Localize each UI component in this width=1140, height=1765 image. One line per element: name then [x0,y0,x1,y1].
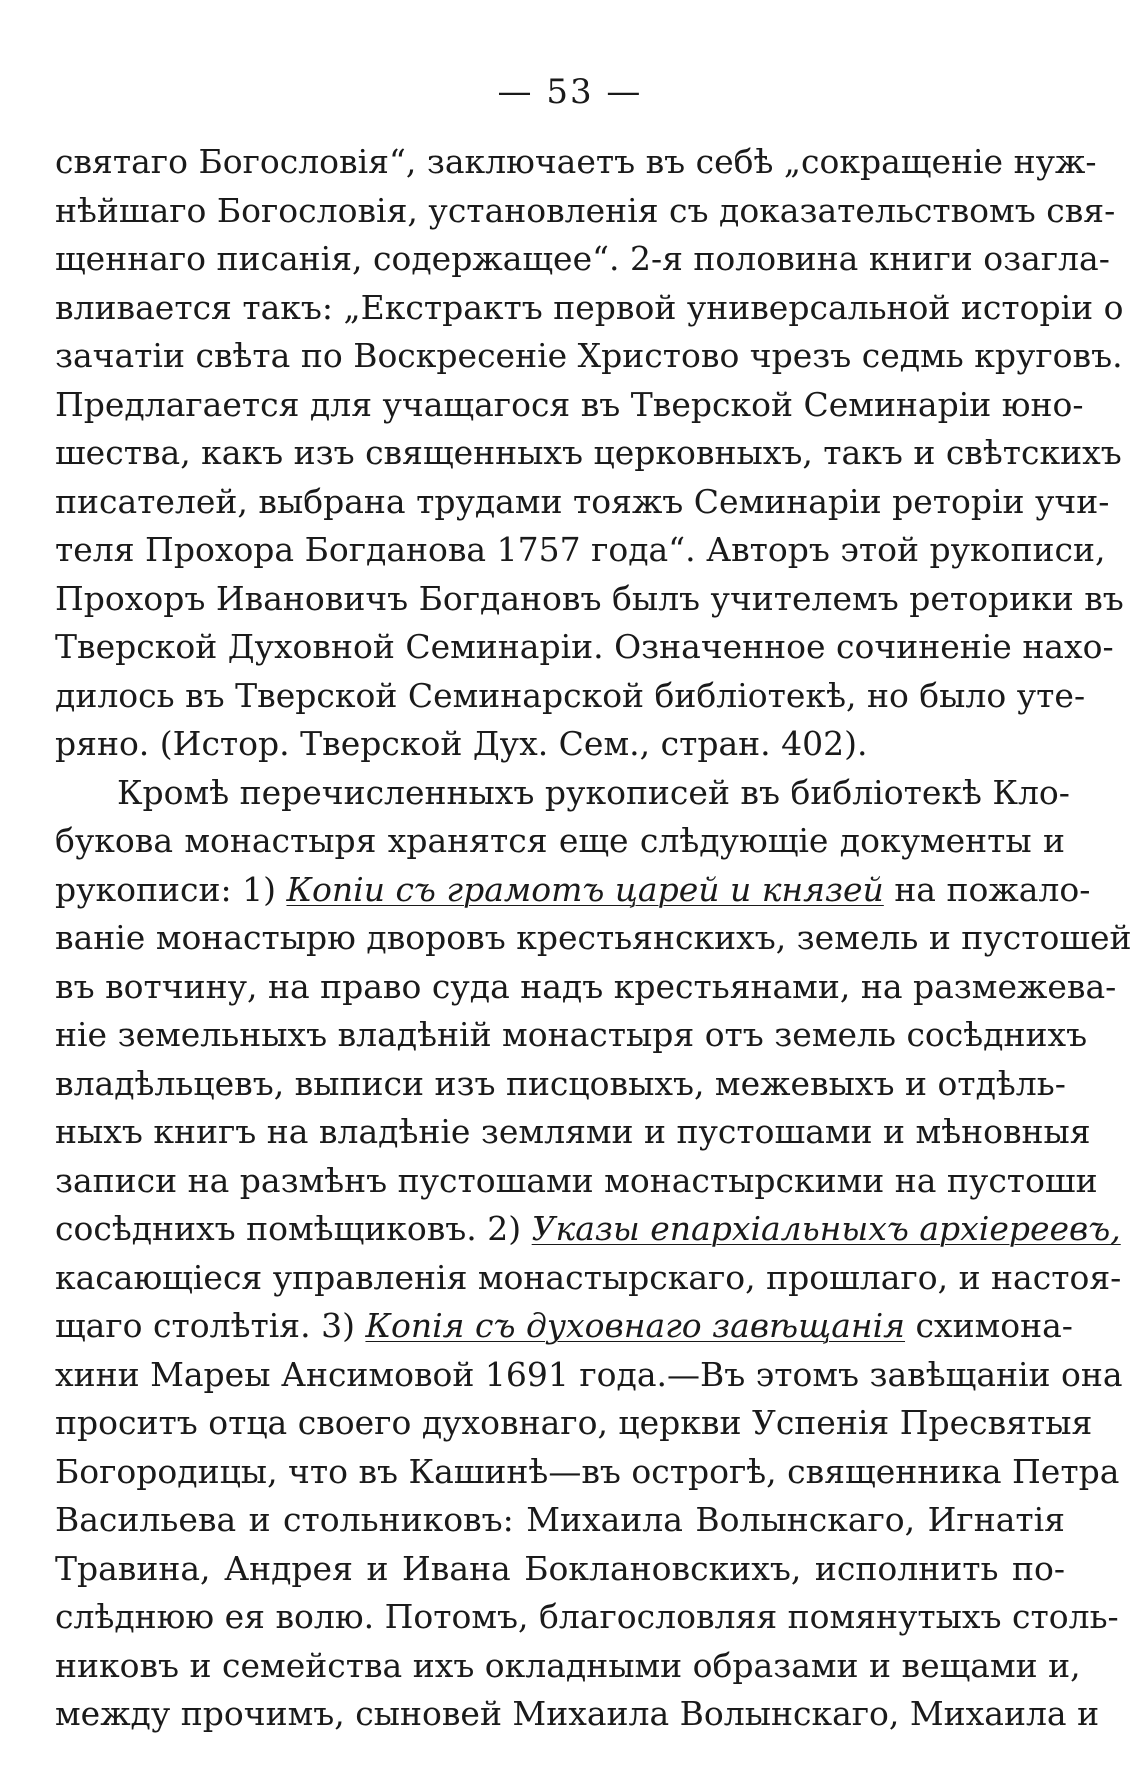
text-line: святаго Богословія“, заключаетъ въ себѣ „сокращеніе нуж- [55,142,1097,181]
text-line: Предлагается для учащагося въ Тверской Семинаріи юно- [55,384,1084,424]
text-line: проситъ отца своего духовнаго, церкви Успенія Пресвятыя [55,1403,1093,1442]
text-line: Тверской Духовной Семинаріи. Означенное сочиненіе нахо- [55,627,1114,666]
page-number: — 53 — [497,72,643,112]
text-line: между прочимъ, сыновей Михаила Волынскаго, Михаила и [55,1694,1100,1733]
text-segment: на пожало- [894,869,1091,909]
text-line [55,1302,1073,1351]
text-segment: щаго столѣтія. 3) [55,1306,355,1345]
text-line: Богородицы, что въ Кашинѣ—въ острогѣ, священника Петра [55,1451,1120,1491]
text-segment: схимона- [915,1306,1073,1345]
text-line: Кромѣ перечисленныхъ рукописей въ библіотекѣ Кло- [117,772,1070,812]
text-line: хини Мареы Ансимовой 1691 года.—Въ этомъ завѣщаніи она [55,1354,1123,1394]
italic-title: Копіи съ грамотъ царей и князей [286,869,884,909]
text-line: ныхъ книгъ на владѣніе землями и пустошами и мѣновныя [55,1112,1091,1151]
text-line [55,866,1091,915]
text-line: шества, какъ изъ священныхъ церковныхъ, такъ и свѣтскихъ [55,433,1122,472]
text-line: Травина, Андрея и Ивана Боклановскихъ, исполнить по- [55,1548,1065,1588]
text-line: въ вотчину, на право суда надъ крестьянами, на размежева- [55,966,1117,1006]
text-line: владѣльцевъ, выписи изъ писцовыхъ, межевыхъ и отдѣль- [55,1063,1066,1103]
text-line: никовъ и семейства ихъ окладными образами и вещами и, [55,1645,1081,1685]
text-line: Прохоръ Ивановичъ Богдановъ былъ учителемъ реторики въ [55,578,1124,618]
text-line: ніе земельныхъ владѣній монастыря отъ земель сосѣднихъ [55,1015,1088,1054]
text-line: вливается такъ: „Екстрактъ первой универсальной исторіи о [55,287,1124,327]
text-line: писателей, выбрана трудами тояжъ Семинаріи реторіи учи- [55,481,1110,521]
italic-title: Копія съ духовнаго завѣщанія [365,1306,906,1345]
text-line [55,1205,1121,1254]
text-line: записи на размѣнъ пустошами монастырскими на пустоши [55,1160,1098,1200]
text-line: слѣднюю ея волю. Потомъ, благословляя помянутыхъ столь- [55,1597,1119,1636]
italic-title: Указы епархіальныхъ архіереевъ, [531,1209,1121,1248]
text-line: ваніе монастырю дворовъ крестьянскихъ, земель и пустошей [55,918,1132,957]
text-segment: рукописи: 1) [55,869,276,909]
text-line: букова монастыря хранятся еще слѣдующіе документы и [55,821,1065,860]
text-segment: сосѣднихъ помѣщиковъ. 2) [55,1209,522,1248]
text-line: зачатіи свѣта по Воскресеніе Христово чрезъ седмь круговъ. [55,336,1123,375]
text-line: нѣйшаго Богословія, установленія съ доказательствомъ свя- [55,190,1116,230]
text-line: щеннаго писанія, содержащее“. 2-я половина книги озагла- [55,239,1110,278]
paragraph-1 [55,138,1124,769]
text-line: теля Прохора Богданова 1757 года“. Авторъ этой рукописи, [55,530,1106,569]
text-line: Васильева и стольниковъ: Михаила Волынскаго, Игнатія [55,1500,1065,1539]
text-line: касающіеся управленія монастырскаго, прошлаго, и настоя- [55,1257,1122,1297]
text-line: ряно. (Истор. Тверской Дух. Сем., стран. 402). [55,724,868,763]
text-line: дилось въ Тверской Семинарской библіотекѣ, но было уте- [55,675,1086,715]
paragraph-2 [55,769,1132,1739]
body-text [55,138,1132,1739]
